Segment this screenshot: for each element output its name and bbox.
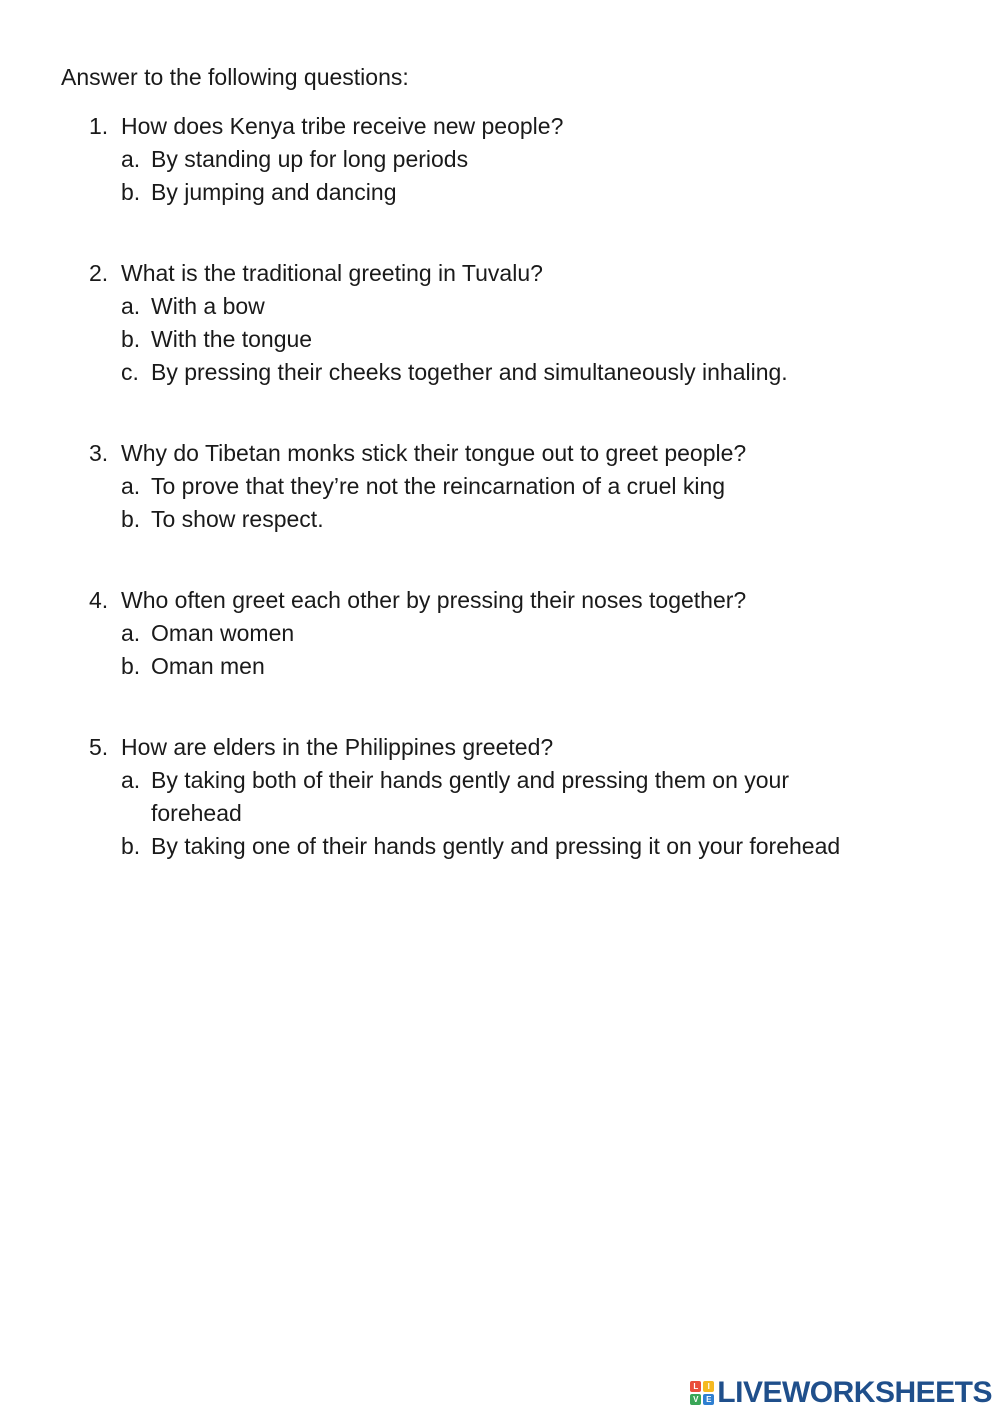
option-list [0, 470, 1000, 536]
question-5 [0, 731, 1000, 863]
question-number: 4. [89, 587, 109, 613]
logo-tile: L [690, 1381, 701, 1392]
option-letter: a. [121, 620, 141, 646]
question-list [0, 110, 1000, 863]
option-4b [0, 650, 1000, 683]
question-number: 3. [89, 440, 109, 466]
option-text: By pressing their cheeks together and simultaneously inhaling. [151, 359, 788, 385]
question-text: What is the traditional greeting in Tuvalu? [121, 260, 543, 286]
option-4a [0, 617, 1000, 650]
option-5a [0, 764, 1000, 830]
option-letter: b. [121, 833, 141, 859]
option-text: By standing up for long periods [151, 146, 469, 172]
question-3 [0, 437, 1000, 584]
option-letter: a. [121, 767, 141, 793]
option-3a [0, 470, 1000, 503]
option-list [0, 290, 1000, 389]
question-number: 1. [89, 113, 109, 139]
question-text: Who often greet each other by pressing their noses together? [121, 587, 747, 613]
option-2a [0, 290, 1000, 323]
option-2b [0, 323, 1000, 356]
liveworksheets-logo-icon [690, 1381, 714, 1405]
question-text: How are elders in the Philippines greeted? [121, 734, 554, 760]
option-letter: b. [121, 653, 141, 679]
question-text: Why do Tibetan monks stick their tongue out to greet people? [121, 440, 747, 466]
option-2c [0, 356, 1000, 389]
option-text: By taking both of their hands gently and pressing them on your forehead [151, 767, 790, 826]
option-text: Oman women [151, 620, 295, 646]
option-letter: b. [121, 506, 141, 532]
brand-wordmark: LIVEWORKSHEETS [717, 1376, 992, 1409]
option-1a [0, 143, 1000, 176]
liveworksheets-brand [690, 1377, 992, 1409]
question-2 [0, 257, 1000, 437]
option-1b [0, 176, 1000, 209]
option-letter: c. [121, 359, 139, 385]
logo-tile: E [703, 1394, 714, 1405]
option-5b [0, 830, 1000, 863]
question-text: How does Kenya tribe receive new people? [121, 113, 564, 139]
question-number: 5. [89, 734, 109, 760]
question-1 [0, 110, 1000, 257]
option-text: With a bow [151, 293, 265, 319]
question-number: 2. [89, 260, 109, 286]
option-text: To show respect. [151, 506, 324, 532]
option-text: By jumping and dancing [151, 179, 397, 205]
logo-tile: V [690, 1394, 701, 1405]
option-text: By taking one of their hands gently and pressing it on your forehead [151, 833, 841, 859]
option-list [0, 617, 1000, 683]
option-letter: a. [121, 293, 141, 319]
option-letter: a. [121, 146, 141, 172]
instructions-heading: Answer to the following questions: [61, 64, 409, 90]
option-list [0, 143, 1000, 209]
option-text: With the tongue [151, 326, 313, 352]
option-letter: b. [121, 326, 141, 352]
question-4 [0, 584, 1000, 731]
option-letter: b. [121, 179, 141, 205]
option-list [0, 764, 1000, 863]
option-text: Oman men [151, 653, 265, 679]
option-letter: a. [121, 473, 141, 499]
option-text: To prove that they’re not the reincarnation of a cruel king [151, 473, 726, 499]
logo-tile: I [703, 1381, 714, 1392]
option-3b [0, 503, 1000, 536]
